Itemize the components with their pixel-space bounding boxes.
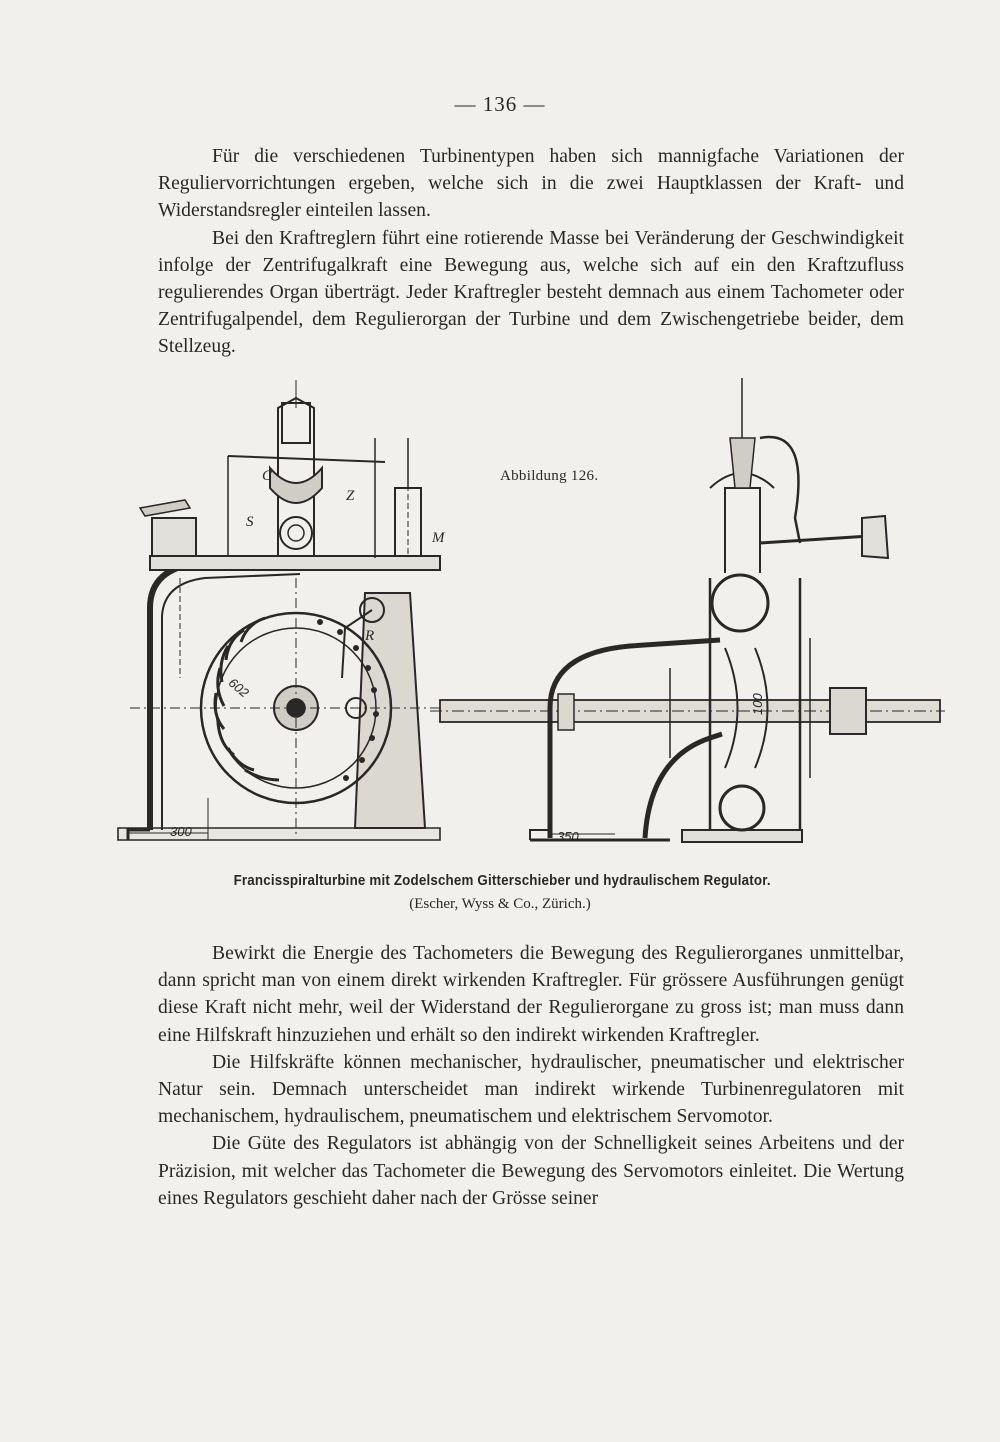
figure-caption: Francisspiralturbine mit Zodelschem Gitterschieber und hydraulischem Regulator. [233,873,771,889]
paragraph: Die Hilfskräfte können mechanischer, hydraulischer, pneumatischer und elektrischer Natur sein. Demnach unterscheidet man indirekt wirkende Turbinenregulatoren mit mechanischem, hydraulischem, pneumatischem und elektrischem Servomotor. [158,1051,904,1128]
page-number: — 136 — [454,92,546,116]
paragraph: Die Güte des Regulators ist abhängig von der Schnelligkeit seines Arbeitens und der Präzision, mit welcher das Tachometer die Bewegung des Servomotors einleitet. Die Wertung eines Regulators geschieht daher nach der Grösse seiner [158,1133,904,1209]
turbine-front-view [118,380,440,840]
paragraph: Für die verschiedenen Turbinentypen haben sich mannigfache Variationen der Reguliervorrichtungen ergeben, welche sich in die zwei Hauptklassen der Kraft- und Widerstandsregler einteilen lassen. [158,146,904,222]
body-text-top [158,143,904,361]
label-r: R [365,628,375,644]
turbine-figure [110,378,950,848]
dim-350: 350 [557,829,579,844]
paragraph: Bei den Kraftreglern führt eine rotierende Masse bei Veränderung der Geschwindigkeit infolge der Zentrifugalkraft eine Bewegung aus, welche sich auf ein den Kraftzufluss regulierendes Organ überträgt. Jeder Kraftregler besteht demnach aus einem Tachometer oder Zentrifugalpendel, dem Regulierorgan der Turbine und dem Zwischengetriebe beider, dem Stellzeug. [158,227,904,358]
figure-label: Abbildung 126. [500,468,599,484]
dim-300: 300 [170,824,192,839]
dim-100: 100 [750,693,765,715]
label-m: M [432,530,445,546]
dim-602: 602 [225,674,252,701]
label-z: Z [346,488,355,504]
turbine-section-view [430,378,945,842]
label-s: S [246,514,254,530]
figure-credit [0,896,1000,913]
label-c: C [262,468,273,484]
body-text-bottom [158,940,904,1212]
credit-text: (Escher, Wyss & Co., Zürich.) [409,896,591,912]
paragraph: Bewirkt die Energie des Tachometers die Bewegung des Regulierorganes unmittelbar, dann spricht man von einem direkt wirkenden Kraftregler. Für grössere Ausführungen genügt diese Kraft nicht mehr, weil der Widerstand der Regulierorgane zu gross ist; man muss dann eine Hilfskraft hinzuziehen und erhält so den indirekt wirkenden Kraftregler. [158,943,904,1046]
